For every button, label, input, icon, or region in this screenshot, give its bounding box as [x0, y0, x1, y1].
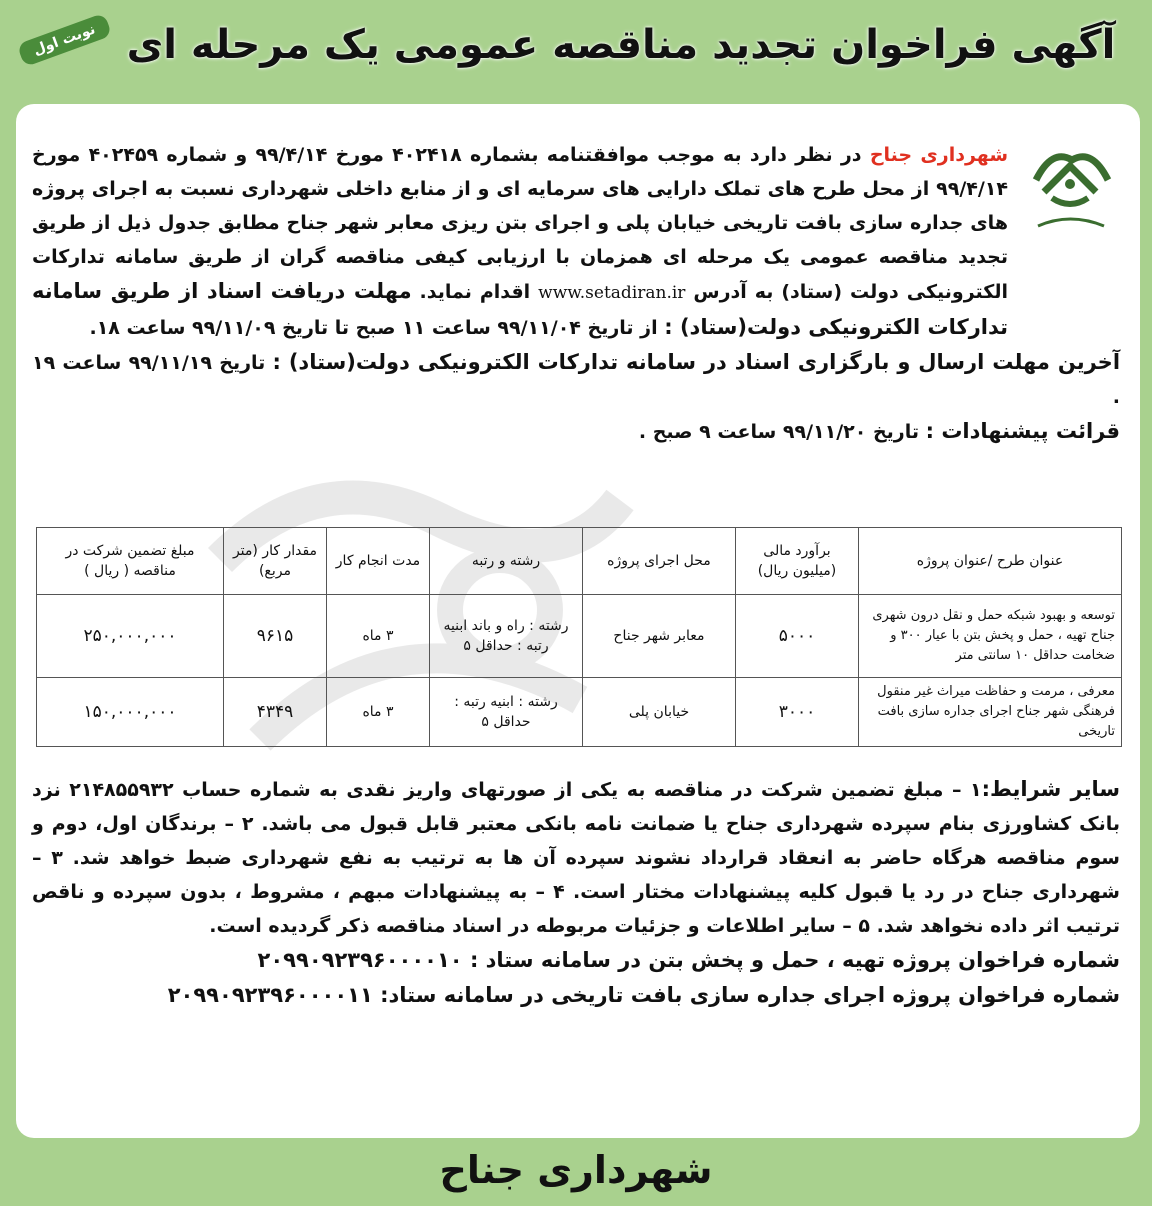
table-header: مقدار کار (متر مربع): [224, 528, 327, 595]
submit-deadline-label: آخرین مهلت ارسال و بارگزاری اسناد در سامانه تدارکات الکترونیکی دولت(ستاد) :: [272, 350, 1121, 374]
table-cell: ۱۵۰,۰۰۰,۰۰۰: [37, 678, 224, 747]
call-number-label-2: شماره فراخوان پروژه اجرای جداره سازی بافت تاریخی در سامانه ستاد:: [380, 983, 1120, 1007]
deadline-text: از تاریخ ۹۹/۱۱/۰۴ ساعت ۱۱ صبح تا تاریخ ۹۹/۱۱/۰۹ ساعت ۱۸.: [89, 317, 665, 339]
submit-deadline-text: تاریخ ۹۹/۱۱/۱۹ ساعت ۱۹ .: [32, 352, 1120, 408]
terms-text: ۱ – مبلغ تضمین شرکت در مناقصه به یکی از صورتهای واریز نقدی به شماره حساب ۲۱۴۸۵۵۹۳۲ نزد بانک کشاورزی بنام سپرده شهرداری جناح یا ضمانت نامه بانکی معتبر قابل قبول می باشد. ۲ – برندگان اول، دوم و سوم مناقصه هرگاه حاضر به انعقاد قرارداد نشوند سپرده آن ها به ترتیب به نفع شهرداری ضبط خواهد شد. ۳ – شهرداری جناح در رد یا قبول کلیه پیشنهادات مختار است. ۴ – به پیشنهادات مبهم ، مشروط ، بدون سپرده و ناقص ترتیب اثر داده نخواهد شد. ۵ – سایر اطلاعات و جزئیات مربوطه در اسناد مناقصه ذکر گردیده است.: [32, 779, 1120, 937]
table-cell: معابر شهر جناح: [583, 595, 736, 678]
table-cell: رشته : ابنیه رتبه : حداقل ۵: [430, 678, 583, 747]
opening-text: تاریخ ۹۹/۱۱/۲۰ ساعت ۹ صبح .: [638, 421, 926, 443]
table-header: مبلغ تضمین شرکت در مناقصه ( ریال ): [37, 528, 224, 595]
intro-paragraph-end: اقدام نماید.: [411, 281, 539, 303]
header: [0, 0, 1152, 105]
table-cell: خیابان پلی: [583, 678, 736, 747]
terms-label: سایر شرایط:: [981, 777, 1121, 801]
table-cell: ۳ ماه: [327, 595, 430, 678]
table-cell: ۳۰۰۰: [736, 678, 859, 747]
table-cell: ۹۶۱۵: [224, 595, 327, 678]
intro-paragraph: در نظر دارد به موجب موافقتنامه بشماره ۴۰۲۴۱۸ مورخ ۹۹/۴/۱۴ و شماره ۴۰۲۴۵۹ مورخ ۹۹/۴/۱۴ از محل طرح های تملک دارایی های سرمایه ای و از منابع داخلی شهرداری نسبت به اجرای پروژه های جداره سازی بافت تاریخی خیابان پلی و اجرای بتن ریزی معابر شهر جناح مطابق جدول ذیل از طریق تجدید مناقصه عمومی یک مرحله ای همزمان با ارزیابی کیفی مناقصه گران از طریق سامانه تدارکات الکترونیکی دولت (ستاد) به آدرس: [32, 144, 1008, 303]
table-header-row: [37, 528, 1122, 595]
edition-badge: نوبت اول: [17, 13, 112, 67]
call-number-1: ۲۰۹۹۰۹۲۳۹۶۰۰۰۰۱۰: [257, 948, 470, 972]
footer-signature: شهرداری جناح: [439, 1148, 713, 1192]
organization-name: شهرداری جناح: [869, 144, 1009, 166]
table-row: [37, 678, 1122, 747]
table-header: برآورد مالی (میلیون ریال): [736, 528, 859, 595]
call-number-2: ۲۰۹۹۰۹۲۳۹۶۰۰۰۰۱۱: [167, 983, 381, 1007]
table-header: رشته و رتبه: [430, 528, 583, 595]
table-header: محل اجرای پروژه: [583, 528, 736, 595]
table-header: مدت انجام کار: [327, 528, 430, 595]
table-cell: معرفی ، مرمت و حفاظت میراث غیر منقول فرهنگی شهر جناح اجرای جداره سازی بافت تاریخی: [859, 678, 1122, 747]
opening-label: قرائت پیشنهادات :: [925, 419, 1120, 443]
terms-section: [32, 772, 1120, 1013]
table-cell: ۳ ماه: [327, 678, 430, 747]
deadline-label: مهلت دریافت اسناد از طریق سامانه تدارکات الکترونیکی دولت(ستاد) :: [32, 279, 1008, 339]
intro-text: [32, 138, 1120, 449]
table-cell: توسعه و بهبود شبکه حمل و نقل درون شهری جناح تهیه ، حمل و پخش بتن با عیار ۳۰۰ و ضخامت حداقل ۱۰ سانتی متر: [859, 595, 1122, 678]
call-number-label-1: شماره فراخوان پروژه تهیه ، حمل و پخش بتن در سامانه ستاد :: [469, 948, 1120, 972]
table-cell: رشته : راه و باند ابنیه رتبه : حداقل ۵: [430, 595, 583, 678]
table-cell: ۲۵۰,۰۰۰,۰۰۰: [37, 595, 224, 678]
tender-table: [36, 527, 1122, 747]
table-cell: ۴۳۴۹: [224, 678, 327, 747]
table-row: [37, 595, 1122, 678]
table-cell: ۵۰۰۰: [736, 595, 859, 678]
setad-url-link[interactable]: www.setadiran.ir: [538, 283, 686, 303]
table-header: عنوان طرح /عنوان پروژه: [859, 528, 1122, 595]
page-title: آگهی فراخوان تجدید مناقصه عمومی یک مرحله ای: [126, 22, 1116, 68]
